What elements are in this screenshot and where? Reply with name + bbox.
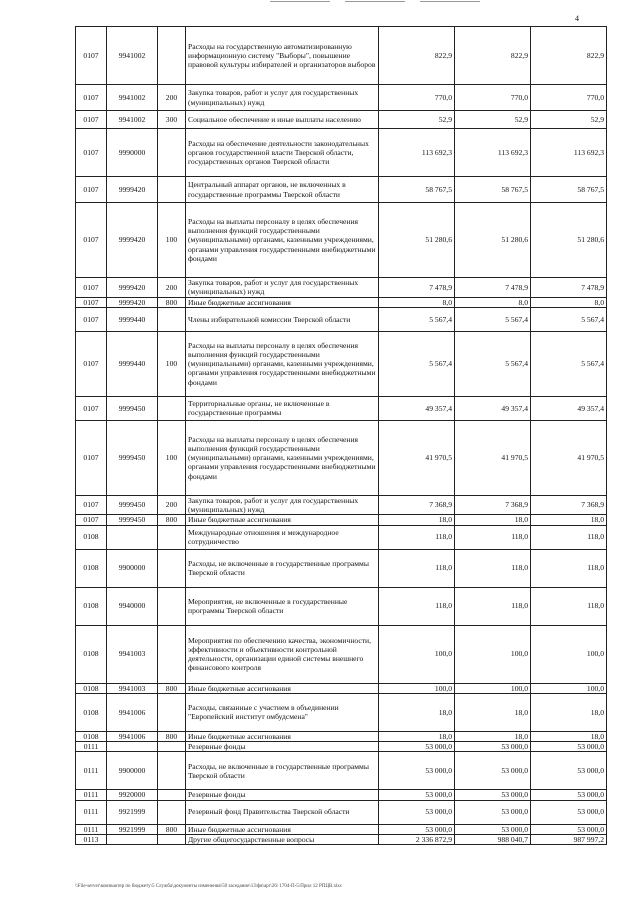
target-article-cell [107,834,158,844]
expense-name-cell: Расходы, связанные с участием в объединении "Европейский институт омбудсмена" [186,693,379,731]
amount-year2-cell: 53 000,0 [455,800,531,824]
section-code-cell: 0107 [76,331,107,396]
amount-year1-cell: 51 280,6 [379,203,455,278]
expense-name-cell: Члены избирательной комиссии Тверской области [186,307,379,331]
table-row [76,203,607,278]
amount-year2-cell: 118,0 [455,525,531,549]
amount-year3-cell: 822,9 [531,27,607,85]
target-article-cell: 9920000 [107,790,158,800]
expense-type-cell [158,587,186,625]
expense-type-cell: 200 [158,495,186,515]
table-row [76,693,607,731]
target-article-cell: 9941003 [107,683,158,693]
expense-type-cell: 800 [158,824,186,834]
expense-name-cell: Международные отношения и международное сотрудничество [186,525,379,549]
expense-name-cell: Расходы на выплаты персоналу в целях обеспечения выполнения функций государственными (муниципальными) органами, казенными учреждениями, органами управления государственными внебюджетными фондами [186,331,379,396]
amount-year1-cell: 53 000,0 [379,742,455,752]
expense-name-cell: Резервные фонды [186,790,379,800]
amount-year3-cell: 58 767,5 [531,177,607,203]
section-code-cell: 0107 [76,396,107,420]
top-rule-left [270,1,330,2]
table-row [76,177,607,203]
expense-name-cell: Социальное обеспечение и иные выплаты населению [186,111,379,129]
expense-name-cell: Территориальные органы, не включенные в государственные программы [186,396,379,420]
section-code-cell: 0107 [76,111,107,129]
amount-year3-cell: 113 692,3 [531,129,607,177]
amount-year3-cell: 41 970,5 [531,420,607,495]
page-number: 4 [575,14,579,23]
amount-year3-cell: 100,0 [531,683,607,693]
amount-year2-cell: 58 767,5 [455,177,531,203]
amount-year3-cell: 7 478,9 [531,278,607,298]
section-code-cell: 0108 [76,731,107,741]
target-article-cell: 9941006 [107,693,158,731]
amount-year2-cell: 113 692,3 [455,129,531,177]
amount-year3-cell: 987 997,2 [531,834,607,844]
expense-name-cell: Закупка товаров, работ и услуг для государственных (муниципальных) нужд [186,495,379,515]
amount-year3-cell: 18,0 [531,693,607,731]
section-code-cell: 0107 [76,297,107,307]
target-article-cell: 9999450 [107,420,158,495]
budget-table [75,26,607,845]
table-row [76,420,607,495]
amount-year3-cell: 53 000,0 [531,752,607,790]
amount-year1-cell: 7 478,9 [379,278,455,298]
expense-type-cell [158,790,186,800]
amount-year1-cell: 5 567,4 [379,331,455,396]
target-article-cell: 9999450 [107,515,158,525]
table-row [76,587,607,625]
expense-type-cell [158,177,186,203]
section-code-cell: 0113 [76,834,107,844]
target-article-cell: 9900000 [107,752,158,790]
amount-year2-cell: 49 357,4 [455,396,531,420]
section-code-cell: 0107 [76,515,107,525]
section-code-cell: 0107 [76,278,107,298]
section-code-cell: 0107 [76,85,107,111]
target-article-cell: 9999420 [107,297,158,307]
amount-year2-cell: 988 040,7 [455,834,531,844]
expense-type-cell: 200 [158,278,186,298]
section-code-cell: 0111 [76,800,107,824]
amount-year2-cell: 5 567,4 [455,331,531,396]
amount-year1-cell: 100,0 [379,625,455,683]
amount-year2-cell: 770,0 [455,85,531,111]
section-code-cell: 0111 [76,824,107,834]
amount-year3-cell: 53 000,0 [531,742,607,752]
amount-year1-cell: 100,0 [379,683,455,693]
section-code-cell: 0107 [76,420,107,495]
target-article-cell: 9999420 [107,203,158,278]
amount-year2-cell: 118,0 [455,549,531,587]
table-row [76,824,607,834]
amount-year1-cell: 53 000,0 [379,790,455,800]
expense-name-cell: Иные бюджетные ассигнования [186,683,379,693]
expense-name-cell: Иные бюджетные ассигнования [186,731,379,741]
expense-type-cell [158,549,186,587]
amount-year3-cell: 18,0 [531,515,607,525]
amount-year3-cell: 49 357,4 [531,396,607,420]
amount-year2-cell: 8,0 [455,297,531,307]
amount-year1-cell: 49 357,4 [379,396,455,420]
table-row [76,27,607,85]
expense-name-cell: Иные бюджетные ассигнования [186,515,379,525]
target-article-cell [107,742,158,752]
amount-year1-cell: 7 368,9 [379,495,455,515]
amount-year1-cell: 8,0 [379,297,455,307]
target-article-cell: 9921999 [107,800,158,824]
expense-type-cell [158,800,186,824]
table-row [76,683,607,693]
expense-name-cell: Иные бюджетные ассигнования [186,824,379,834]
target-article-cell: 9921999 [107,824,158,834]
amount-year2-cell: 5 567,4 [455,307,531,331]
target-article-cell: 9999420 [107,278,158,298]
top-rule-mid [345,1,405,2]
table-row [76,129,607,177]
amount-year3-cell: 100,0 [531,625,607,683]
expense-type-cell [158,129,186,177]
amount-year2-cell: 41 970,5 [455,420,531,495]
expense-name-cell: Центральный аппарат органов, не включенных в государственные программы Тверской области [186,177,379,203]
amount-year1-cell: 118,0 [379,549,455,587]
expense-type-cell: 100 [158,420,186,495]
amount-year2-cell: 53 000,0 [455,752,531,790]
section-code-cell: 0111 [76,742,107,752]
section-code-cell: 0107 [76,203,107,278]
expense-type-cell [158,834,186,844]
amount-year2-cell: 53 000,0 [455,790,531,800]
table-row [76,752,607,790]
section-code-cell: 0108 [76,683,107,693]
section-code-cell: 0107 [76,129,107,177]
amount-year3-cell: 770,0 [531,85,607,111]
expense-type-cell: 800 [158,515,186,525]
amount-year3-cell: 8,0 [531,297,607,307]
amount-year2-cell: 100,0 [455,625,531,683]
amount-year3-cell: 5 567,4 [531,331,607,396]
amount-year1-cell: 118,0 [379,587,455,625]
expense-name-cell: Расходы на выплаты персоналу в целях обеспечения выполнения функций государственными (муниципальными) органами, казенными учреждениями, органами управления государственными внебюджетными фондами [186,420,379,495]
section-code-cell: 0108 [76,693,107,731]
amount-year3-cell: 53 000,0 [531,800,607,824]
expense-type-cell: 800 [158,683,186,693]
expense-type-cell [158,752,186,790]
amount-year2-cell: 53 000,0 [455,742,531,752]
expense-name-cell: Расходы на государственную автоматизированную информационную систему "Выборы", повышение правовой культуры избирателей и организаторов выборов [186,27,379,85]
amount-year1-cell: 822,9 [379,27,455,85]
expense-type-cell [158,693,186,731]
expense-name-cell: Расходы, не включенные в государственные программы Тверской области [186,549,379,587]
target-article-cell: 9999450 [107,495,158,515]
amount-year2-cell: 118,0 [455,587,531,625]
amount-year3-cell: 118,0 [531,525,607,549]
amount-year1-cell: 58 767,5 [379,177,455,203]
expense-name-cell: Иные бюджетные ассигнования [186,297,379,307]
expense-type-cell [158,625,186,683]
expense-name-cell: Мероприятия, не включенные в государственные программы Тверской области [186,587,379,625]
amount-year3-cell: 118,0 [531,587,607,625]
expense-type-cell [158,27,186,85]
target-article-cell: 9941003 [107,625,158,683]
amount-year1-cell: 53 000,0 [379,800,455,824]
amount-year1-cell: 113 692,3 [379,129,455,177]
amount-year1-cell: 18,0 [379,515,455,525]
table-row [76,742,607,752]
section-code-cell: 0108 [76,525,107,549]
expense-name-cell: Мероприятия по обеспечению качества, экономичности, эффективности и объективности контрольной деятельности, организации единой системы внешнего финансового контроля [186,625,379,683]
target-article-cell: 9941002 [107,111,158,129]
table-row [76,834,607,844]
amount-year1-cell: 770,0 [379,85,455,111]
expense-type-cell: 800 [158,731,186,741]
expense-type-cell: 300 [158,111,186,129]
expense-type-cell [158,525,186,549]
table-row [76,297,607,307]
target-article-cell: 9999440 [107,307,158,331]
amount-year1-cell: 118,0 [379,525,455,549]
section-code-cell: 0108 [76,587,107,625]
expense-name-cell: Закупка товаров, работ и услуг для государственных (муниципальных) нужд [186,85,379,111]
amount-year3-cell: 52,9 [531,111,607,129]
expense-type-cell: 200 [158,85,186,111]
expense-name-cell: Расходы, не включенные в государственные программы Тверской области [186,752,379,790]
amount-year3-cell: 7 368,9 [531,495,607,515]
expense-name-cell: Расходы на выплаты персоналу в целях обеспечения выполнения функций государственными (муниципальными) органами, казенными учреждениями, органами управления государственными внебюджетными фондами [186,203,379,278]
expense-name-cell: Закупка товаров, работ и услуг для государственных (муниципальных) нужд [186,278,379,298]
section-code-cell: 0111 [76,790,107,800]
section-code-cell: 0107 [76,27,107,85]
table-row [76,307,607,331]
table-row [76,549,607,587]
table-row [76,731,607,741]
expense-type-cell [158,742,186,752]
amount-year2-cell: 53 000,0 [455,824,531,834]
amount-year1-cell: 53 000,0 [379,752,455,790]
expense-name-cell: Расходы на обеспечение деятельности законодательных органов государственной власти Тверской области, государственных органов Тверской области [186,129,379,177]
amount-year3-cell: 51 280,6 [531,203,607,278]
expense-type-cell [158,307,186,331]
budget-table-body [76,27,607,845]
expense-name-cell: Резервные фонды [186,742,379,752]
expense-type-cell: 100 [158,331,186,396]
amount-year2-cell: 822,9 [455,27,531,85]
target-article-cell: 9940000 [107,587,158,625]
amount-year3-cell: 53 000,0 [531,824,607,834]
amount-year3-cell: 53 000,0 [531,790,607,800]
expense-type-cell [158,396,186,420]
target-article-cell: 9941006 [107,731,158,741]
amount-year1-cell: 18,0 [379,693,455,731]
amount-year3-cell: 18,0 [531,731,607,741]
amount-year1-cell: 52,9 [379,111,455,129]
amount-year2-cell: 18,0 [455,731,531,741]
amount-year3-cell: 118,0 [531,549,607,587]
table-row [76,495,607,515]
section-code-cell: 0108 [76,549,107,587]
table-row [76,800,607,824]
amount-year2-cell: 51 280,6 [455,203,531,278]
target-article-cell: 9999450 [107,396,158,420]
expense-type-cell: 100 [158,203,186,278]
table-row [76,278,607,298]
section-code-cell: 0111 [76,752,107,790]
amount-year2-cell: 52,9 [455,111,531,129]
file-path-footer: \\File-server\компьютер по бюджету\5 Служба\документы изменения\50 заседание\13\фя\apr\26\ 1704-П-5\Прил 12 РПЦВ.xlsx [75,884,342,889]
table-row [76,85,607,111]
section-code-cell: 0107 [76,307,107,331]
section-code-cell: 0108 [76,625,107,683]
target-article-cell: 9999440 [107,331,158,396]
section-code-cell: 0107 [76,495,107,515]
amount-year3-cell: 5 567,4 [531,307,607,331]
expense-name-cell: Резервный фонд Правительства Тверской области [186,800,379,824]
target-article-cell: 9990000 [107,129,158,177]
amount-year2-cell: 7 368,9 [455,495,531,515]
amount-year1-cell: 41 970,5 [379,420,455,495]
table-row [76,515,607,525]
table-row [76,625,607,683]
section-code-cell: 0107 [76,177,107,203]
table-row [76,331,607,396]
amount-year1-cell: 5 567,4 [379,307,455,331]
amount-year2-cell: 18,0 [455,515,531,525]
amount-year1-cell: 2 336 872,9 [379,834,455,844]
table-row [76,525,607,549]
amount-year1-cell: 53 000,0 [379,824,455,834]
top-rule-right [420,1,480,2]
target-article-cell: 9900000 [107,549,158,587]
table-row [76,396,607,420]
table-row [76,790,607,800]
target-article-cell [107,525,158,549]
target-article-cell: 9999420 [107,177,158,203]
target-article-cell: 9941002 [107,27,158,85]
table-row [76,111,607,129]
expense-name-cell: Другие общегосударственные вопросы [186,834,379,844]
amount-year2-cell: 7 478,9 [455,278,531,298]
amount-year1-cell: 18,0 [379,731,455,741]
expense-type-cell: 800 [158,297,186,307]
target-article-cell: 9941002 [107,85,158,111]
amount-year2-cell: 18,0 [455,693,531,731]
amount-year2-cell: 100,0 [455,683,531,693]
